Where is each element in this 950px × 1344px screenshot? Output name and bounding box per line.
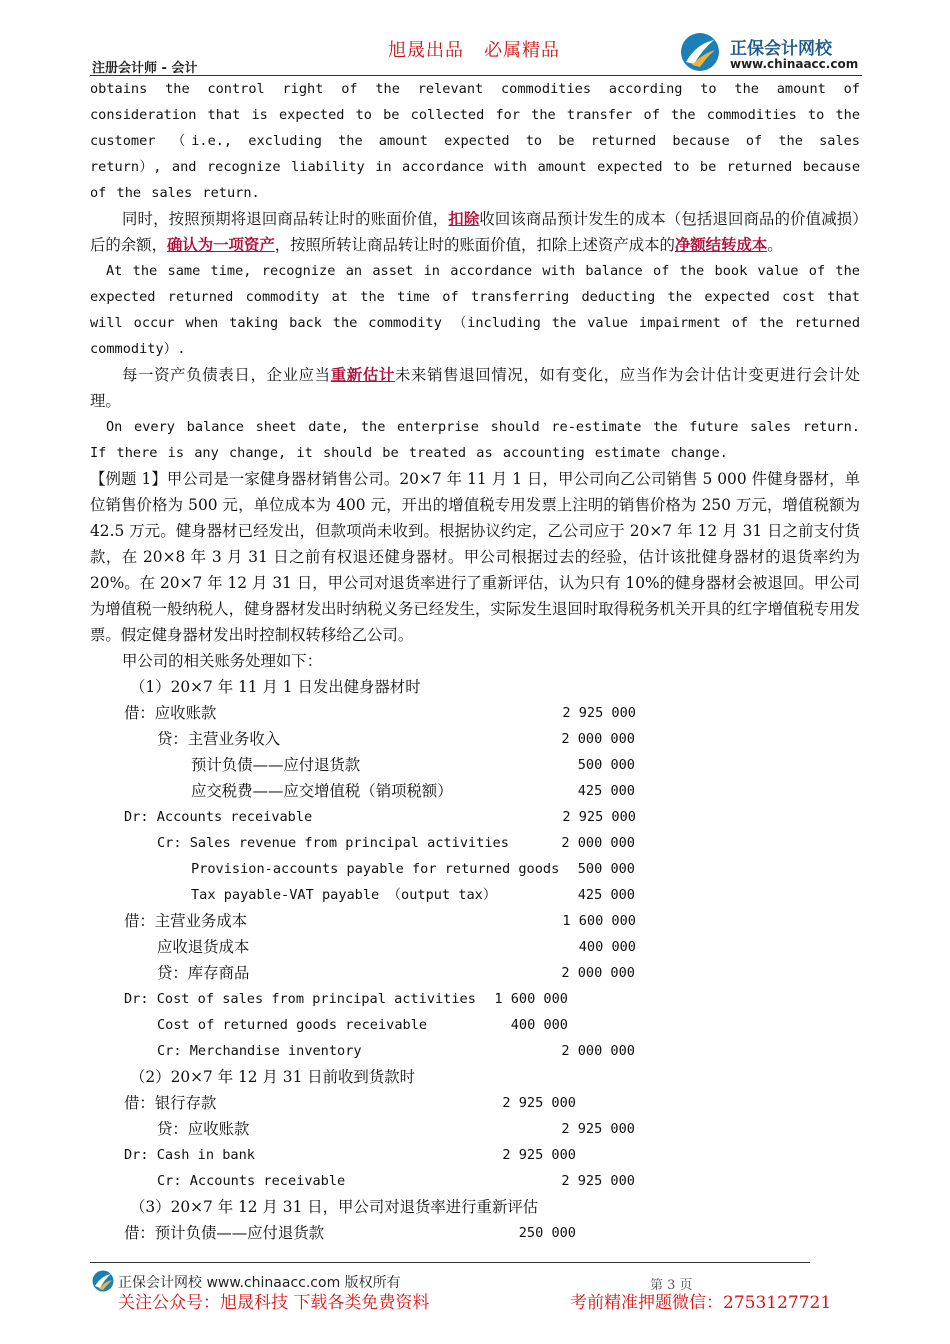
amount: 2 925 000 bbox=[502, 1095, 576, 1111]
example-1: 【例题 1】甲公司是一家健身器材销售公司。20×7 年 11 月 1 日，甲公司向乙公司销售 5 000 件健身器材，单位销售价格为 500 元，单位成本为 400 元，开出的增值税专用发票上注明的销售价格为 250 万元，增值税额为 42.5 万元。健身器材已经发出，但款项尚未收到。根据协议约定，乙公司应于 20×7 年 12 月 31 日之前支付货款，在 20×8 年 3 月 31 日之前有权退还健身器材。甲公司根据过去的经验，估计该批健身器材的退货率约为 20%。在 20×7 年 12 月 31 日，甲公司对退货率进行了重新评估，认为只有 10%的健身器材会被退回。甲公司为增值税一般纳税人，健身器材发出时纳税义务已经发生，实际发生退回时取得税务机关开具的红字增值税专用发票。假定健身器材发出时控制权转移给乙公司。 bbox=[90, 470, 860, 644]
journal-line bbox=[90, 1116, 860, 1142]
account-name: 借：主营业务成本 bbox=[124, 912, 248, 930]
step-label: （1）20×7 年 11 月 1 日发出健身器材时 bbox=[130, 678, 421, 696]
account-name: Dr: Cash in bank bbox=[124, 1147, 255, 1163]
paragraph-cn-2 bbox=[90, 206, 860, 258]
amount: 400 000 bbox=[510, 1017, 568, 1033]
step-label: （2）20×7 年 12 月 31 日前收到货款时 bbox=[130, 1068, 415, 1086]
account-name: Cr: Merchandise inventory bbox=[157, 1043, 362, 1059]
footer-logo-icon bbox=[92, 1270, 114, 1292]
journal-line bbox=[90, 934, 860, 960]
text-run: 未来销售退回情况，如有变化，应当作为会计估计变更进行会计处理。 bbox=[90, 366, 860, 410]
slogan-part-1: 旭晟出品 bbox=[388, 40, 464, 61]
journal-entries bbox=[90, 674, 860, 1246]
journal-line bbox=[90, 1038, 860, 1064]
header-doc-title: 注册会计师 - 会计 bbox=[92, 61, 198, 76]
text-run: 。 bbox=[767, 236, 783, 254]
page-body bbox=[90, 76, 860, 1246]
amount: 1 600 000 bbox=[562, 913, 636, 929]
amount: 2 925 000 bbox=[561, 1173, 635, 1189]
amount: 500 000 bbox=[577, 757, 635, 773]
journal-line bbox=[90, 1142, 860, 1168]
header-slogan bbox=[388, 36, 560, 62]
journal-line bbox=[90, 700, 860, 726]
page-number: 第 3 页 bbox=[650, 1278, 693, 1293]
journal-step-heading bbox=[90, 1064, 860, 1090]
text-run: 每一资产负债表日，企业应当 bbox=[122, 366, 331, 384]
journal-step-heading bbox=[90, 674, 860, 700]
logo-emblem-icon bbox=[680, 32, 720, 72]
journal-line bbox=[90, 986, 860, 1012]
journal-line bbox=[90, 960, 860, 986]
journal-intro: 甲公司的相关账务处理如下： bbox=[122, 652, 323, 670]
journal-line bbox=[90, 1168, 860, 1194]
account-name: Tax payable-VAT payable （output tax） bbox=[191, 887, 497, 903]
account-name: 预计负债——应付退货款 bbox=[191, 756, 361, 774]
journal-line bbox=[90, 908, 860, 934]
journal-line bbox=[90, 1090, 860, 1116]
logo-name: 正保会计网校 bbox=[730, 39, 832, 59]
journal-line bbox=[90, 726, 860, 752]
amount: 250 000 bbox=[518, 1225, 576, 1241]
keyword-deduct: 扣除 bbox=[448, 210, 480, 228]
brand-logo bbox=[680, 30, 870, 74]
amount: 425 000 bbox=[577, 783, 635, 799]
amount: 2 000 000 bbox=[561, 965, 635, 981]
promo-wechat-contact: 考前精准押题微信：2753127721 bbox=[570, 1293, 832, 1313]
account-name: 借：银行存款 bbox=[124, 1094, 217, 1112]
keyword-net-cost: 净额结转成本 bbox=[674, 236, 768, 254]
account-name: 应收退货成本 bbox=[157, 938, 250, 956]
paragraph-en-1: obtains the control right of the relevant commodities according to the amount of consideration that is expected to be collected for the transfer of the commodities to the customer （i.e., excluding the amount expected to be returned because of the sales return）, and recognize liability in accordance with amount expected to be returned because of the sales return. bbox=[90, 81, 860, 201]
slogan-part-2: 必属精品 bbox=[484, 40, 560, 61]
account-name: Cost of returned goods receivable bbox=[157, 1017, 428, 1033]
journal-step-heading bbox=[90, 1194, 860, 1220]
amount: 2 925 000 bbox=[561, 1121, 635, 1137]
account-name: 借：预计负债——应付退货款 bbox=[124, 1224, 325, 1242]
amount: 400 000 bbox=[578, 939, 636, 955]
journal-line bbox=[90, 856, 860, 882]
journal-line bbox=[90, 804, 860, 830]
footer-divider bbox=[90, 1262, 810, 1263]
journal-line bbox=[90, 1012, 860, 1038]
promo-wechat-account: 关注公众号：旭晟科技 下载各类免费资料 bbox=[118, 1293, 430, 1313]
journal-line bbox=[90, 752, 860, 778]
account-name: Dr: Cost of sales from principal activities bbox=[124, 991, 476, 1007]
logo-url: www.chinaacc.com bbox=[730, 57, 859, 71]
journal-line bbox=[90, 830, 860, 856]
paragraph-en-2: At the same time, recognize an asset in accordance with balance of the book value of the expected returned commodity at the time of transferring deducting the expected cost that will occur when taking back the commodity （including the value impairment of the returned commodity）. bbox=[90, 263, 860, 357]
account-name: Dr: Accounts receivable bbox=[124, 809, 313, 825]
keyword-re-estimate: 重新估计 bbox=[330, 366, 395, 384]
journal-line bbox=[90, 882, 860, 908]
paragraph-cn-3 bbox=[90, 362, 860, 414]
account-name: 应交税费——应交增值税（销项税额） bbox=[191, 782, 453, 800]
amount: 2 000 000 bbox=[561, 731, 635, 747]
step-label: （3）20×7 年 12 月 31 日，甲公司对退货率进行重新评估 bbox=[130, 1198, 539, 1216]
footer-copyright: 正保会计网校 www.chinaacc.com 版权所有 bbox=[118, 1275, 401, 1291]
account-name: 贷：应收账款 bbox=[157, 1120, 250, 1138]
journal-line bbox=[90, 778, 860, 804]
keyword-recognize-asset: 确认为一项资产 bbox=[166, 236, 275, 254]
account-name: 贷：主营业务收入 bbox=[157, 730, 281, 748]
account-name: 贷：库存商品 bbox=[157, 964, 250, 982]
account-name: 借：应收账款 bbox=[124, 704, 217, 722]
amount: 500 000 bbox=[577, 861, 635, 877]
amount: 2 000 000 bbox=[561, 835, 635, 851]
amount: 1 600 000 bbox=[494, 991, 568, 1007]
amount: 425 000 bbox=[577, 887, 635, 903]
journal-line bbox=[90, 1220, 860, 1246]
amount: 2 925 000 bbox=[562, 809, 636, 825]
account-name: Cr: Accounts receivable bbox=[157, 1173, 346, 1189]
paragraph-en-3: On every balance sheet date, the enterprise should re-estimate the future sales return. If there is any change, it should be treated as accounting estimate change. bbox=[90, 419, 860, 461]
text-run: ，按照所转让商品转让时的账面价值，扣除上述资产成本的 bbox=[274, 236, 675, 254]
account-name: Cr: Sales revenue from principal activities bbox=[157, 835, 509, 851]
text-run: 收回该商品预计发生的成本（包括退回商品的价值减损）后的余额， bbox=[90, 210, 860, 254]
account-name: Provision-accounts payable for returned goods bbox=[191, 861, 560, 877]
amount: 2 000 000 bbox=[561, 1043, 635, 1059]
amount: 2 925 000 bbox=[562, 705, 636, 721]
amount: 2 925 000 bbox=[502, 1147, 576, 1163]
text-run: 同时，按照预期将退回商品转让时的账面价值， bbox=[122, 210, 449, 228]
